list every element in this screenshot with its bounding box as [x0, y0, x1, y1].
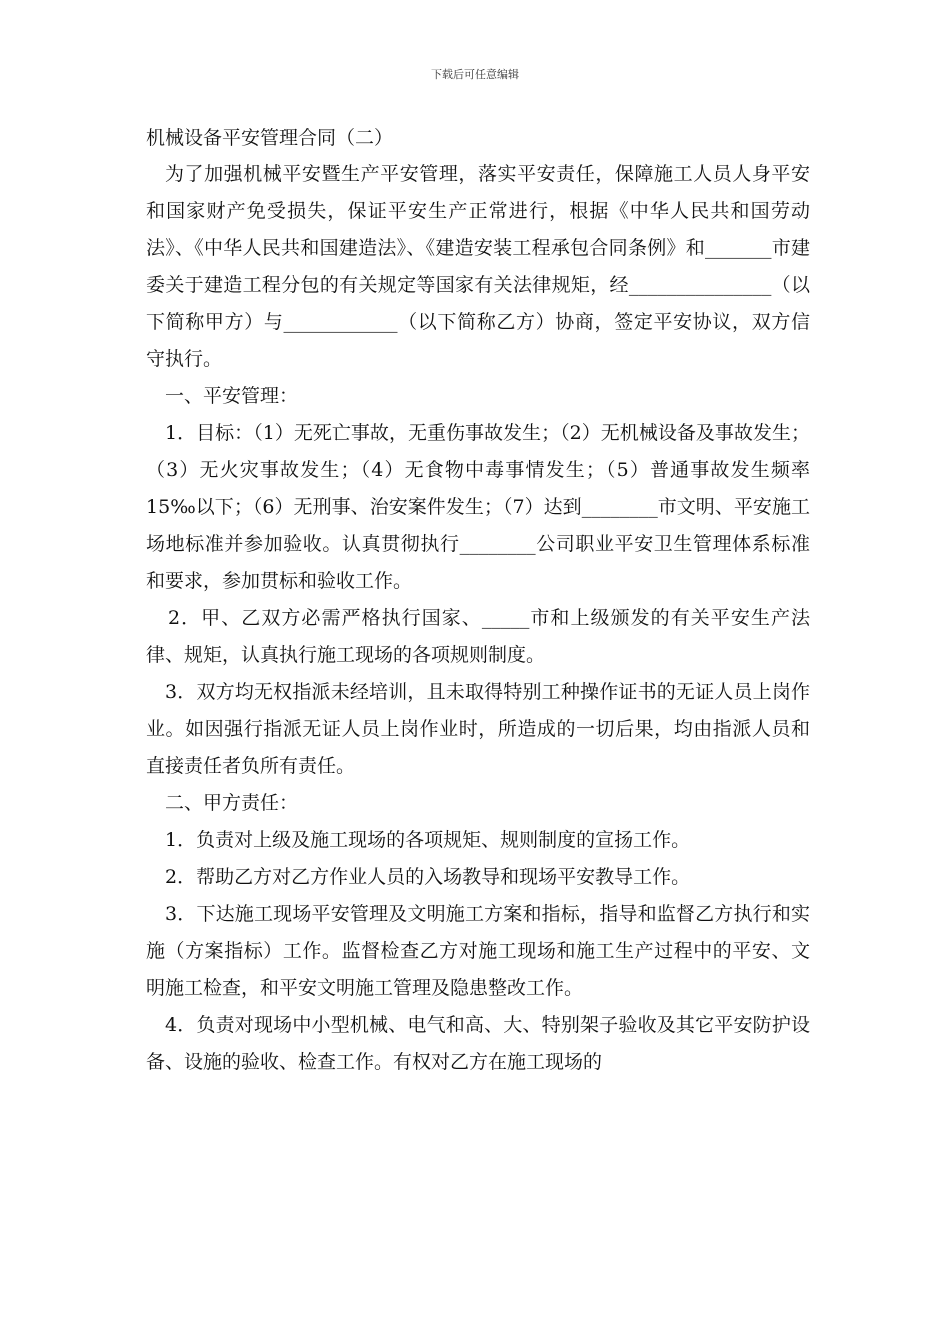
- document-title: 机械设备平安管理合同（二）: [146, 127, 394, 149]
- clause-1-targets: 1．目标：（1）无死亡事故，无重伤事故发生；（2）无机械设备及事故发生；（3）无火灾事故发生；（4）无食物中毒事情发生；（5）普通事故发生频率 15‰以下；（6）无刑事、治安案件发生；（7）达到________市文明、平安施工场地标准并参加验收。认真贯彻执行________公司职业平安卫生管理体系标准和要求，参加贯标和验收工作。: [146, 422, 810, 592]
- intro-paragraph: 为了加强机械平安暨生产平安管理，落实平安责任，保障施工人员人身平安和国家财产免受损失，保证平安生产正常进行，根据《中华人民共和国劳动法》、《中华人民共和国建造法》、《建造安装工程承包合同条例》和_______市建委关于建造工程分包的有关规定等国家有关法律规矩，经_______________（以下简称甲方）与____________（以下简称乙方）协商，签定平安协议，双方信守执行。: [146, 163, 810, 370]
- clause-2-regulations: 2．甲、乙双方必需严格执行国家、_____市和上级颁发的有关平安生产法律、规矩，认真执行施工现场的各项规则制度。: [146, 607, 810, 666]
- document-body: [146, 120, 810, 1081]
- section-heading-party-a-duties: 二、甲方责任：: [165, 792, 299, 814]
- party-a-clause-2: 2．帮助乙方对乙方作业人员的入场教导和现场平安教导工作。: [165, 866, 691, 888]
- section-heading-safety-management: 一、平安管理：: [165, 385, 299, 407]
- party-a-clause-1: 1．负责对上级及施工现场的各项规矩、规则制度的宣扬工作。: [165, 829, 691, 851]
- clause-3-certification: 3．双方均无权指派未经培训，且未取得特别工种操作证书的无证人员上岗作业。如因强行指派无证人员上岗作业时，所造成的一切后果，均由指派人员和直接责任者负所有责任。: [146, 681, 810, 777]
- party-a-clause-4: 4．负责对现场中小型机械、电气和高、大、特别架子验收及其它平安防护设备、设施的验收、检查工作。有权对乙方在施工现场的: [146, 1014, 810, 1073]
- page-header: 下载后可任意编辑: [431, 68, 519, 81]
- party-a-clause-3: 3．下达施工现场平安管理及文明施工方案和指标，指导和监督乙方执行和实施（方案指标）工作。监督检查乙方对施工现场和施工生产过程中的平安、文明施工检查，和平安文明施工管理及隐患整改工作。: [146, 903, 810, 999]
